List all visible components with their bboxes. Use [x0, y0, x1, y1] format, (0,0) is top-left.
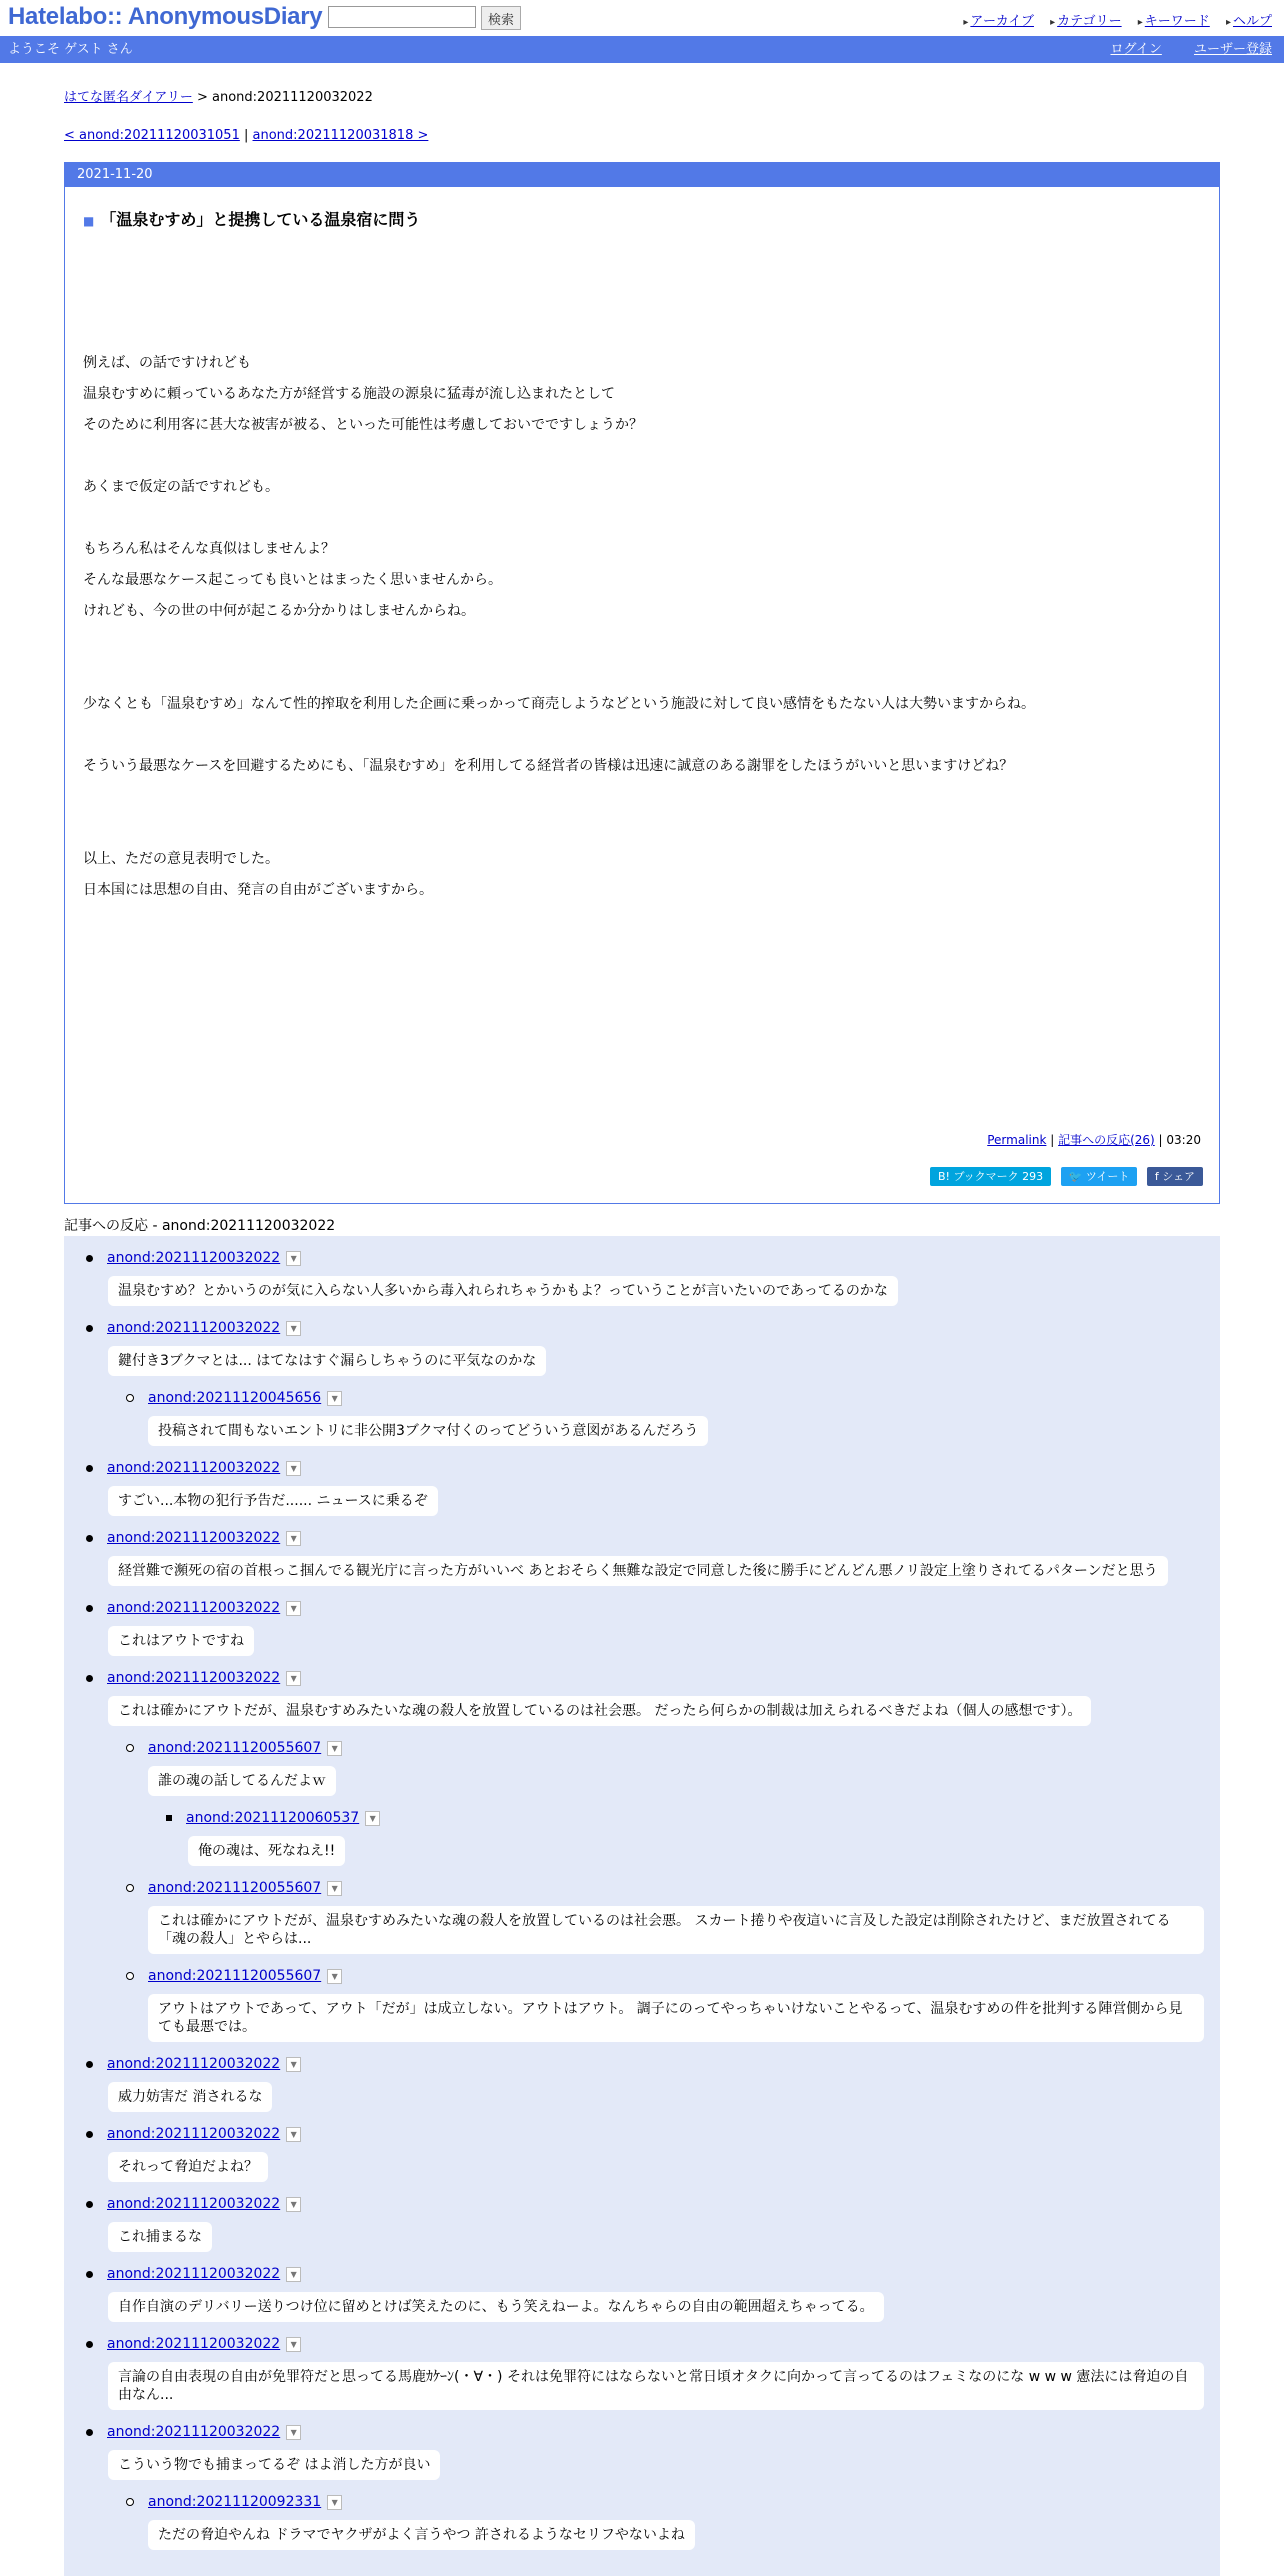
reaction-link[interactable]: anond:20211120032022 — [107, 1600, 281, 1616]
bullet-icon — [86, 1255, 93, 1262]
pager — [64, 128, 1220, 143]
dropdown-toggle-icon[interactable]: ▼ — [327, 1969, 342, 1984]
reaction-header — [86, 2126, 301, 2142]
triangle-icon: ▸ — [1137, 17, 1143, 28]
permalink[interactable]: Permalink — [987, 1133, 1047, 1147]
dropdown-toggle-icon[interactable]: ▼ — [286, 1601, 301, 1616]
reactions-list — [64, 1236, 1220, 2576]
bullet-icon — [126, 2498, 134, 2506]
square-icon[interactable]: ■ — [83, 214, 95, 228]
reaction-header — [166, 1810, 380, 1826]
reaction-link[interactable]: anond:20211120055607 — [148, 1740, 322, 1756]
bullet-icon — [86, 1465, 93, 1472]
article-line: そんな最悪なケース起こっても良いとはまったく思いませんから。 — [83, 572, 503, 588]
reaction-link[interactable]: anond:20211120060537 — [186, 1810, 360, 1826]
dropdown-toggle-icon[interactable]: ▼ — [327, 1881, 342, 1896]
breadcrumb-home[interactable]: はてな匿名ダイアリー — [64, 90, 193, 105]
triangle-icon: ▸ — [963, 17, 969, 28]
reaction-link[interactable]: anond:20211120032022 — [107, 2336, 281, 2352]
article-line: 温泉むすめに頼っているあなた方が経営する施設の源泉に猛毒が流し込まれたとして — [83, 386, 615, 402]
article-line: もちろん私はそんな真似はしませんよ？ — [83, 541, 335, 557]
reaction-excerpt: 威力妨害だ 消されるな — [108, 2082, 272, 2112]
login-link[interactable]: ログイン — [1110, 42, 1162, 57]
reaction-header — [86, 1670, 301, 1686]
bullet-icon — [86, 2201, 93, 2208]
reaction-excerpt: 投稿されて間もないエントリに非公開3ブクマ付くのってどういう意図があるんだろう — [148, 1416, 708, 1446]
triangle-icon: ▸ — [1225, 17, 1231, 28]
reaction-excerpt: 経営難で瀕死の宿の首根っこ掴んでる観光庁に言った方がいいべ あとおそらく無難な設定で同意した後に勝手にどんどん悪ノリ設定上塗りされてるパターンだと思う — [108, 1556, 1168, 1586]
reaction-excerpt: こういう物でも捕まってるぞ はよ消した方が良い — [108, 2450, 440, 2480]
reaction-excerpt: アウトはアウトであって、アウト「だが」は成立しない。アウトはアウト。 調子にのってやっちゃいけないことやるって、温泉むすめの件を批判する陣営側から見ても最悪では。 — [148, 1994, 1204, 2042]
reaction-link[interactable]: anond:20211120045656 — [148, 1390, 322, 1406]
nav-category[interactable]: カテゴリー — [1057, 14, 1122, 29]
share-buttons — [924, 1167, 1203, 1186]
reaction-excerpt: 言論の自由表現の自由が免罪符だと思ってる馬鹿ｶｹｰﾝ(・∀・) それは免罪符にはならないと常日頃オタクに向かって言ってるのはフェミなのにな w w w 憲法には脅迫の自由なん... — [108, 2362, 1204, 2410]
dropdown-toggle-icon[interactable]: ▼ — [286, 1321, 301, 1336]
reaction-link[interactable]: anond:20211120032022 — [107, 2196, 281, 2212]
facebook-share-button[interactable] — [1147, 1167, 1203, 1186]
dropdown-toggle-icon[interactable]: ▼ — [286, 1251, 301, 1266]
reaction-link[interactable]: anond:20211120032022 — [107, 2056, 281, 2072]
dropdown-toggle-icon[interactable]: ▼ — [286, 2337, 301, 2352]
dropdown-toggle-icon[interactable]: ▼ — [286, 2267, 301, 2282]
reaction-link[interactable]: anond:20211120032022 — [107, 1320, 281, 1336]
nav-keyword[interactable]: キーワード — [1144, 14, 1210, 29]
article-line — [83, 503, 1193, 534]
bullet-icon — [126, 1972, 134, 1980]
dropdown-toggle-icon[interactable]: ▼ — [327, 1391, 342, 1406]
article-line — [83, 813, 1193, 844]
dropdown-toggle-icon[interactable]: ▼ — [286, 1671, 301, 1686]
article-line: あくまで仮定の話ですれども。 — [83, 479, 279, 495]
bullet-icon — [86, 1675, 93, 1682]
reaction-excerpt: それって脅迫だよね？ — [108, 2152, 268, 2182]
dropdown-toggle-icon[interactable]: ▼ — [365, 1811, 380, 1826]
dropdown-toggle-icon[interactable]: ▼ — [286, 1461, 301, 1476]
bullet-icon — [126, 1394, 134, 1402]
pager-sep: | — [239, 128, 253, 143]
reaction-link[interactable]: anond:20211120032022 — [107, 2266, 281, 2282]
nav-help[interactable]: ヘルプ — [1232, 14, 1272, 29]
reaction-header — [86, 1600, 301, 1616]
bullet-icon — [126, 1884, 134, 1892]
reaction-header — [86, 2336, 301, 2352]
reaction-header — [126, 1968, 342, 1984]
reaction-excerpt: 温泉むすめ？とかいうのが気に入らない人多いから毒入れられちゃうかもよ？っていうことが言いたいのであってるのかな — [108, 1276, 898, 1306]
article-line — [83, 441, 1193, 472]
search-button[interactable]: 検索 — [481, 6, 521, 30]
triangle-icon: ▸ — [1050, 17, 1056, 28]
tweet-button[interactable] — [1061, 1167, 1138, 1186]
article-line: そういう最悪なケースを回避するためにも、「温泉むすめ」を利用してる経営者の皆様は迅速に誠意のある謝罪をしたほうがいいと思いますけどね？ — [83, 758, 1014, 774]
reaction-link[interactable]: anond:20211120032022 — [107, 2424, 281, 2440]
reaction-link[interactable]: anond:20211120032022 — [107, 2126, 281, 2142]
reaction-link[interactable]: anond:20211120055607 — [148, 1968, 322, 1984]
dropdown-toggle-icon[interactable]: ▼ — [286, 1531, 301, 1546]
reaction-header — [86, 1530, 301, 1546]
article-body — [83, 348, 1193, 906]
reaction-link[interactable]: anond:20211120032022 — [107, 1460, 281, 1476]
reaction-header — [126, 1740, 342, 1756]
reactions-title: 記事への反応 - anond:20211120032022 — [64, 1215, 1220, 1239]
article-line — [83, 720, 1193, 751]
reaction-excerpt: これは確かにアウトだが、温泉むすめみたいな魂の殺人を放置しているのは社会悪。 スカート捲りや夜這いに言及した設定は削除されたけど、まだ放置されてる「魂の殺人」とやらは... — [148, 1906, 1204, 1954]
article-line: けれども、今の世の中何が起こるか分かりはしませんからね。 — [83, 603, 475, 619]
reaction-header — [86, 1460, 301, 1476]
article-title — [83, 207, 420, 230]
bullet-icon — [86, 2271, 93, 2278]
bullet-icon — [126, 1744, 134, 1752]
bullet-icon — [86, 2061, 93, 2068]
reactions-link[interactable]: 記事への反応(26) — [1058, 1133, 1155, 1147]
bullet-icon — [86, 1605, 93, 1612]
welcome-text: ようこそ ゲスト さん — [8, 42, 133, 57]
article-line: 日本国には思想の自由、発言の自由がございますから。 — [83, 882, 433, 898]
article-line: 少なくとも「温泉むすめ」なんて性的搾取を利用した企画に乗っかって商売しようなどという施設に対して良い感情をもたない人は大勢いますからね。 — [83, 696, 1035, 712]
bullet-icon — [86, 2131, 93, 2138]
top-bar — [0, 0, 1284, 36]
reaction-link[interactable]: anond:20211120032022 — [107, 1670, 281, 1686]
reaction-link[interactable]: anond:20211120055607 — [148, 1880, 322, 1896]
dropdown-toggle-icon[interactable]: ▼ — [286, 2057, 301, 2072]
article-line: 例えば、の話ですけれども — [83, 355, 251, 371]
dropdown-toggle-icon[interactable]: ▼ — [286, 2127, 301, 2142]
reaction-header — [126, 1880, 342, 1896]
bullet-icon — [86, 1325, 93, 1332]
reaction-header — [86, 2196, 301, 2212]
article-line — [83, 627, 1193, 658]
tweet-label: ツイート — [1085, 1170, 1130, 1183]
site-logo[interactable]: Hatelabo:: AnonymousDiary — [8, 3, 323, 30]
reaction-header — [86, 1250, 301, 1266]
welcome-bar — [0, 36, 1284, 63]
breadcrumb-current: anond:20211120032022 — [212, 90, 373, 105]
reaction-link[interactable]: anond:20211120032022 — [107, 1530, 281, 1546]
reaction-excerpt: これ捕まるな — [108, 2222, 212, 2252]
bullet-icon — [86, 2429, 93, 2436]
reaction-excerpt: 鍵付き3ブクマとは... はてなはすぐ漏らしちゃうのに平気なのかな — [108, 1346, 546, 1376]
dropdown-toggle-icon[interactable]: ▼ — [286, 2197, 301, 2212]
reaction-link[interactable]: anond:20211120092331 — [148, 2494, 322, 2510]
top-nav — [951, 10, 1272, 29]
reaction-excerpt: 俺の魂は、死なねえ!! — [188, 1836, 345, 1866]
reaction-excerpt: 誰の魂の話してるんだよｗ — [148, 1766, 336, 1796]
twitter-icon: 🐦 — [1068, 1170, 1086, 1183]
register-link[interactable]: ユーザー登録 — [1193, 42, 1272, 57]
reaction-header — [126, 1390, 342, 1406]
dropdown-toggle-icon[interactable]: ▼ — [286, 2425, 301, 2440]
breadcrumb-sep: > — [192, 90, 213, 105]
article-line — [83, 658, 1193, 689]
prev-entry-link[interactable]: < anond:20211120031051 — [64, 128, 240, 143]
bullet-icon — [86, 1535, 93, 1542]
reaction-excerpt: これはアウトですね — [108, 1626, 254, 1656]
reaction-header — [86, 2266, 301, 2282]
search-input[interactable] — [328, 6, 476, 28]
facebook-label: シェア — [1162, 1170, 1195, 1183]
article-line: 以上、ただの意見表明でした。 — [83, 851, 279, 867]
dropdown-toggle-icon[interactable]: ▼ — [327, 2495, 342, 2510]
reaction-header — [86, 2056, 301, 2072]
article-title-text: 「温泉むすめ」と提携している温泉宿に問う — [100, 210, 421, 229]
dropdown-toggle-icon[interactable]: ▼ — [327, 1741, 342, 1756]
reaction-header — [126, 2494, 342, 2510]
hatena-bookmark-button[interactable]: B! ブックマーク 293 — [930, 1167, 1051, 1186]
reaction-excerpt: すごい...本物の犯行予告だ...... ニュースに乗るぞ — [108, 1486, 438, 1516]
bullet-icon — [166, 1815, 172, 1821]
reaction-excerpt: これは確かにアウトだが、温泉むすめみたいな魂の殺人を放置しているのは社会悪。 だったら何らかの制裁は加えられるべきだよね（個人の感想です）。 — [108, 1696, 1091, 1726]
next-entry-link[interactable]: anond:20211120031818 > — [252, 128, 429, 143]
article — [64, 162, 1220, 1204]
reaction-link[interactable]: anond:20211120032022 — [107, 1250, 281, 1266]
article-time: 03:20 — [1166, 1133, 1201, 1147]
breadcrumb — [64, 86, 1220, 105]
bullet-icon — [86, 2341, 93, 2348]
article-date: 2021-11-20 — [65, 163, 1219, 187]
article-footer: Permalink | 記事への反応(26) | 03:20 — [987, 1133, 1201, 1147]
reaction-excerpt: ただの脅迫やんね ドラマでヤクザがよく言うやつ 許されるようなセリフやないよね — [148, 2520, 695, 2550]
nav-archive[interactable]: アーカイブ — [970, 14, 1034, 29]
article-line: そのために利用客に甚大な被害が被る、といった可能性は考慮しておいでですしょうか？ — [83, 417, 643, 433]
reaction-header — [86, 2424, 301, 2440]
article-line — [83, 782, 1193, 813]
facebook-icon: f — [1154, 1170, 1163, 1183]
reaction-excerpt: 自作自演のデリバリー送りつけ位に留めとけば笑えたのに、もう笑えねーよ。なんちゃらの自由の範囲超えちゃってる。 — [108, 2292, 884, 2322]
reaction-header — [86, 1320, 301, 1336]
